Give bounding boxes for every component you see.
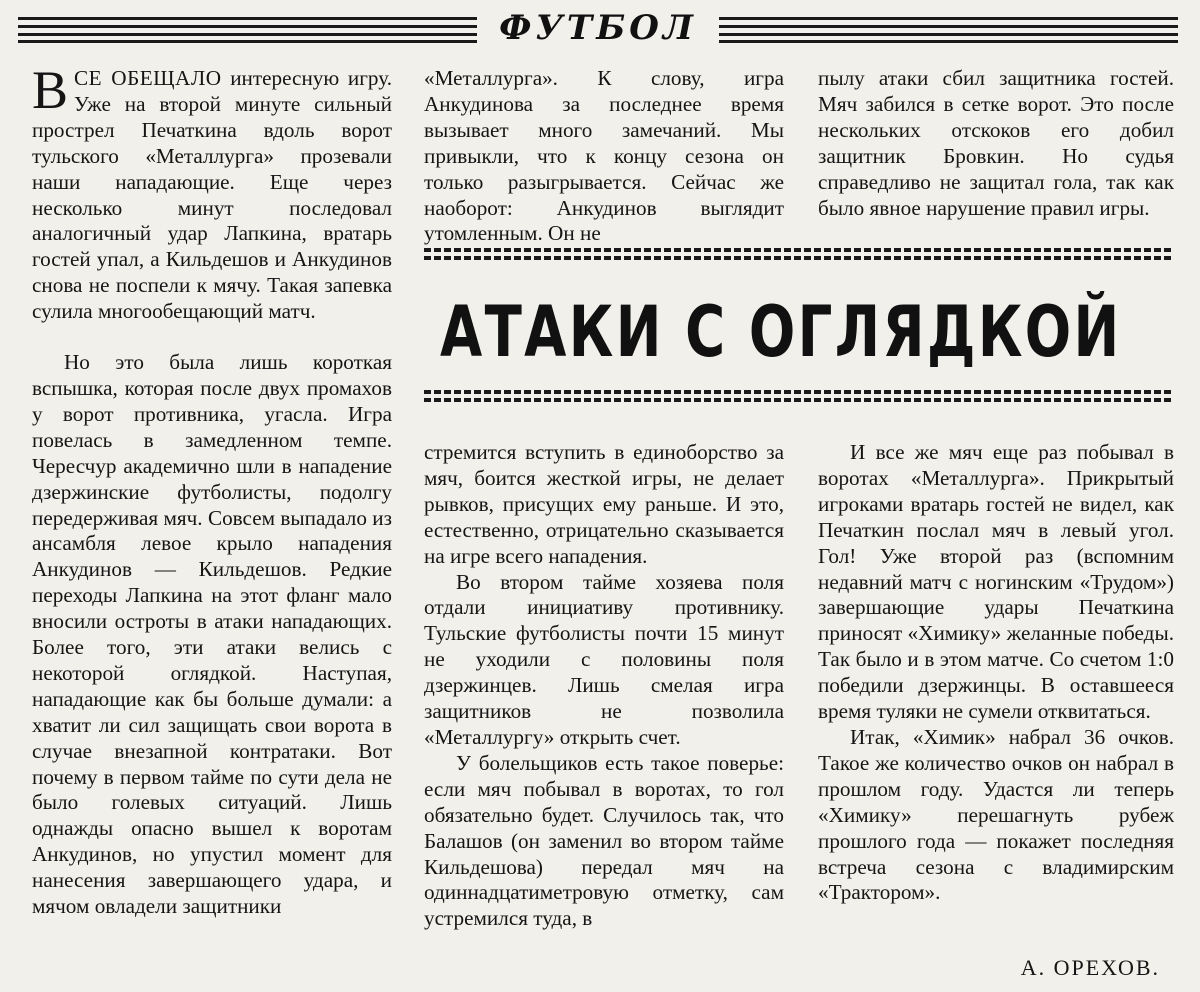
rubric-rule-left (18, 13, 477, 43)
lead-paragraph (32, 60, 392, 325)
column-2-bottom (424, 440, 784, 932)
headline-rule-top (424, 248, 1174, 262)
paragraph: Во втором тайме хозяева поля отдали инициативу противнику. Тульские футболисты почти 15 минут не уходили с половины поля дзержинцев. Лишь смелая игра защитников не позволила «Металлургу» открыть счет. (424, 569, 784, 749)
rubric-title: ФУТБОЛ (499, 8, 697, 48)
lead-caps: СЕ ОБЕЩАЛО (74, 66, 222, 90)
paragraph: пылу атаки сбил защитника гостей. Мяч забился в сетке ворот. Это после нескольких отскоков его добил защитник Бровкин. Но судья справедливо не защитал гола, так как было явное нарушение правил игры. (818, 66, 1174, 220)
paragraph: Итак, «Химик» набрал 36 очков. Такое же количество очков он набрал в прошлом году. Удастся ли теперь «Химику» перешагнуть рубеж прошлого года — покажет последняя встреча сезона с владимирским «Трактором». (818, 724, 1174, 905)
paragraph: Но это была лишь короткая вспышка, которая после двух промахов у ворот противника, угасла. Игра повелась в замедленном темпе. Чересчур академично шли в нападение дзержинские футболисты, подолгу передерживая мяч. Совсем выпадало из ансамбля левое крыло нападения Анкудинов — Кильдешов. Редкие переходы Лапкина на этот фланг мало вносили остроты в атаки нападающих. Более того, эти атаки велись с некоторой оглядкой. Наступая, нападающие как бы больше думали: а хватит ли сил защищать свои ворота в случае внезапной контратаки. Вот почему в первом тайме по сути дела не было голевых ситуаций. Лишь однажды опасно вышел к воротам Анкудинов, но упустил момент для нанесения завершающего удара, и мячом овладели защитники (32, 350, 392, 919)
article-headline: АТАКИ С ОГЛЯДКОЙ (440, 291, 1122, 373)
paragraph: стремится вступить в единоборство за мяч, боится жесткой игры, не делает рывков, присущих ему раньше. И это, естественно, отрицательно сказывается на игре всего нападения. (424, 440, 784, 568)
column-2-top (424, 66, 784, 247)
rubric-rule-right (719, 13, 1178, 43)
author-signature: А. ОРЕХОВ. (1020, 955, 1160, 980)
drop-cap: В (32, 60, 69, 120)
paragraph: И все же мяч еще раз побывал в воротах «Металлурга». Прикрытый игроками вратарь гостей не видел, как Печаткин послал мяч в левый угол. Гол! Уже второй раз (вспомним недавний матч с ногинским «Трудом») завершающие удары Печаткина приносят «Химику» желанные победы. Так было и в этом матче. Со счетом 1:0 победили дзержинцы. В оставшееся время туляки не сумели отквитаться. (818, 440, 1174, 724)
column-1 (32, 60, 392, 920)
lead-text: интересную игру. Уже на второй минуте сильный прострел Печаткина вдоль ворот тульского «Металлурга» прозевали наши нападающие. Еще через несколько минут последовал аналогичный удар Лапкина, вратарь гостей упал, а Кильдешов и Анкудинов снова не поспели к мячу. Такая запевка сулила многообещающий матч. (32, 66, 392, 324)
column-3-top (818, 66, 1174, 221)
paragraph: «Металлурга». К слову, игра Анкудинова за последнее время вызывает много замечаний. Мы привыкли, что к концу сезона он только разыгрывается. Сейчас же наоборот: Анкудинов выглядит утомленным. Он не (424, 66, 784, 246)
paragraph: У болельщиков есть такое поверье: если мяч побывал в воротах, то гол обязательно будет. Случилось так, что Балашов (он заменил во втором тайме Кильдешова) передал мяч на одиннадцатиметровую отметку, сам устремился туда, в (424, 750, 784, 931)
headline-rule-bottom (424, 390, 1174, 404)
column-3-bottom (818, 440, 1174, 906)
rubric-header (18, 6, 1178, 50)
